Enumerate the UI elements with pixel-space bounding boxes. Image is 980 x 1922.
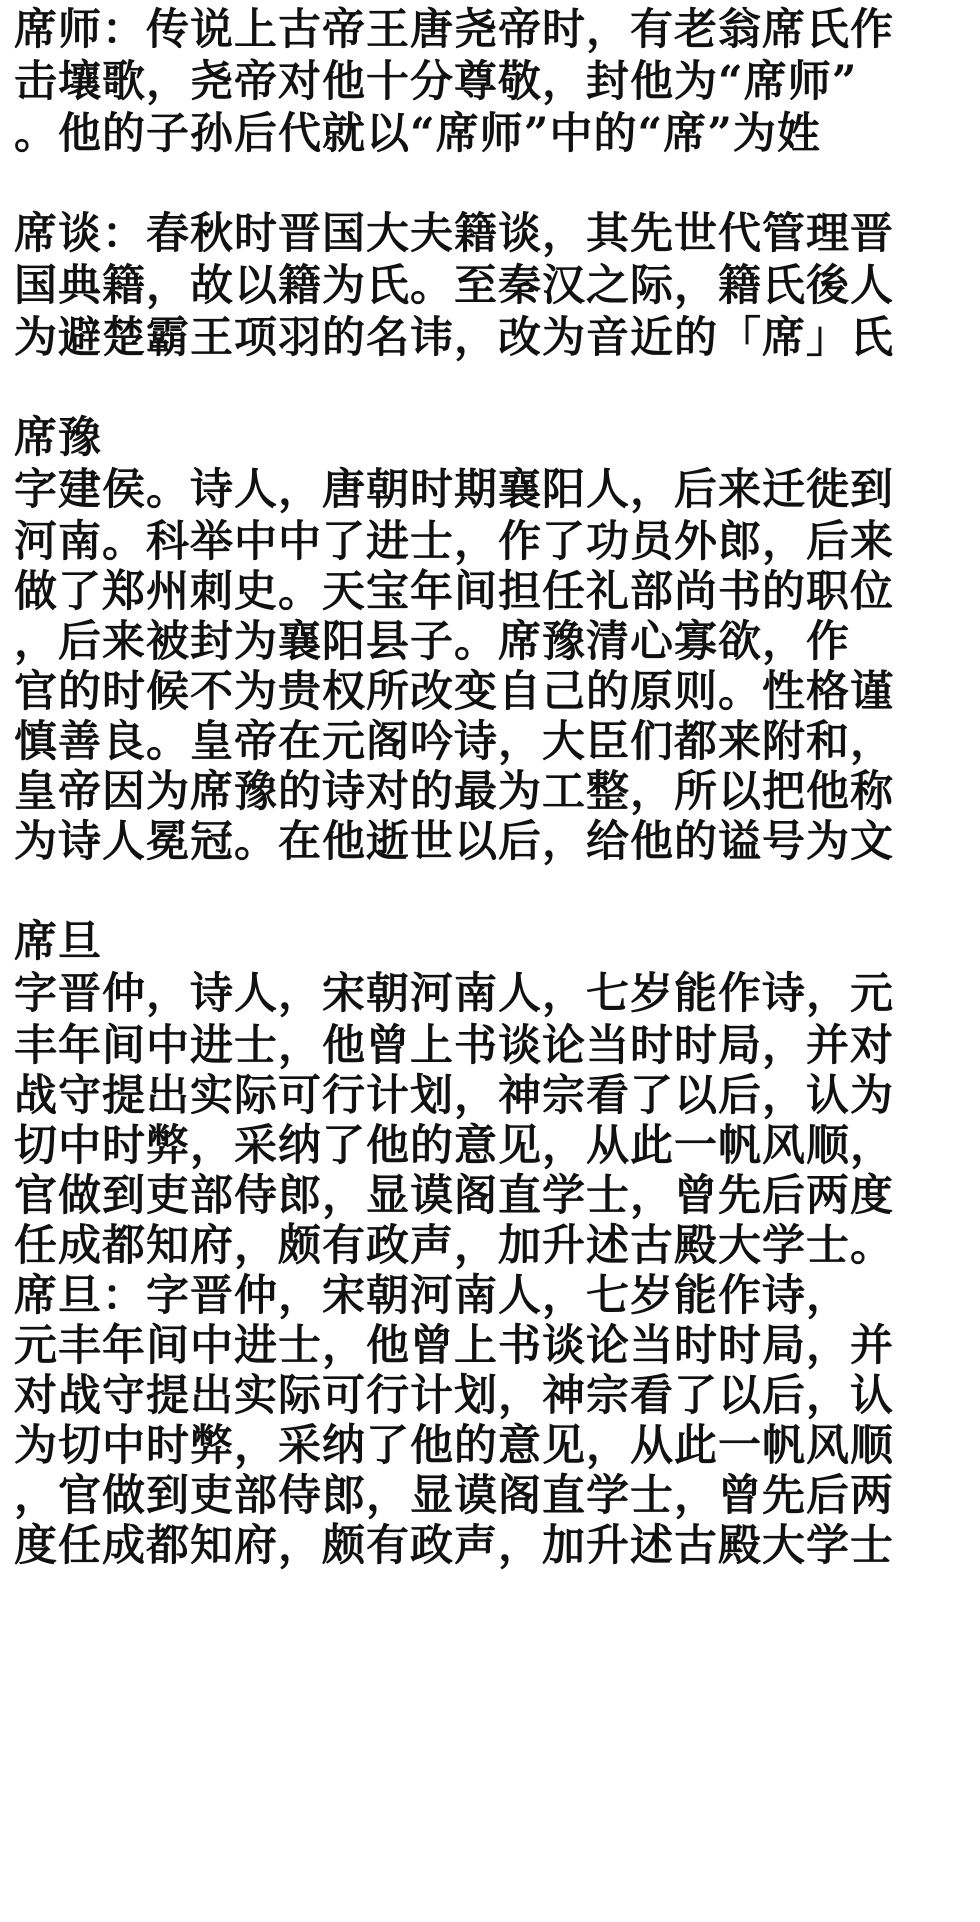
text-line: 做了郑州刺史。天宝年间担任礼部尚书的职位 bbox=[14, 567, 894, 617]
text-line: 为避楚霸王项羽的名讳，改为音近的「席」氏 bbox=[14, 313, 894, 363]
text-line: 官的时候不为贵权所改变自己的原则。性格谨 bbox=[14, 667, 894, 717]
text-line: 席旦：字晋仲，宋朝河南人，七岁能作诗， bbox=[14, 1271, 850, 1321]
text-line: 为诗人冕冠。在他逝世以后，给他的谥号为文 bbox=[14, 817, 894, 867]
text-line: 对战守提出实际可行计划，神宗看了以后，认 bbox=[14, 1371, 894, 1421]
section-heading: 席豫 bbox=[14, 413, 102, 463]
text-line: 国典籍，故以籍为氏。至秦汉之际，籍氏後人 bbox=[14, 261, 894, 311]
text-line: ，后来被封为襄阳县子。席豫清心寡欲，作 bbox=[14, 617, 850, 667]
text-line: 任成都知府，颇有政声，加升述古殿大学士。 bbox=[14, 1221, 894, 1271]
text-line: 河南。科举中中了进士，作了功员外郎，后来 bbox=[14, 517, 894, 567]
text-line: 为切中时弊，采纳了他的意见，从此一帆风顺 bbox=[14, 1421, 894, 1471]
text-line: 字晋仲，诗人，宋朝河南人，七岁能作诗，元 bbox=[14, 969, 894, 1019]
text-line: 丰年间中进士，他曾上书谈论当时时局，并对 bbox=[14, 1021, 894, 1071]
text-line: ，官做到吏部侍郎，显谟阁直学士，曾先后两 bbox=[14, 1471, 894, 1521]
section-heading: 席旦 bbox=[14, 917, 102, 967]
text-line: 击壤歌，尧帝对他十分尊敬，封他为“席师” bbox=[14, 57, 858, 107]
text-line: 慎善良。皇帝在元阁吟诗，大臣们都来附和， bbox=[14, 717, 894, 767]
text-line: 元丰年间中进士，他曾上书谈论当时时局，并 bbox=[14, 1321, 894, 1371]
text-line: 席谈：春秋时晋国大夫籍谈，其先世代管理晋 bbox=[14, 209, 894, 259]
text-line: 席师：传说上古帝王唐尧帝时，有老翁席氏作 bbox=[14, 5, 894, 55]
text-line: 。他的子孙后代就以“席师”中的“席”为姓 bbox=[14, 109, 821, 159]
text-line: 皇帝因为席豫的诗对的最为工整，所以把他称 bbox=[14, 767, 894, 817]
text-line: 切中时弊，采纳了他的意见，从此一帆风顺， bbox=[14, 1121, 894, 1171]
text-line: 官做到吏部侍郎，显谟阁直学士，曾先后两度 bbox=[14, 1171, 894, 1221]
text-line: 字建侯。诗人，唐朝时期襄阳人，后来迁徙到 bbox=[14, 465, 894, 515]
text-line: 度任成都知府，颇有政声，加升述古殿大学士 bbox=[14, 1521, 894, 1571]
text-line: 战守提出实际可行计划，神宗看了以后，认为 bbox=[14, 1071, 894, 1121]
